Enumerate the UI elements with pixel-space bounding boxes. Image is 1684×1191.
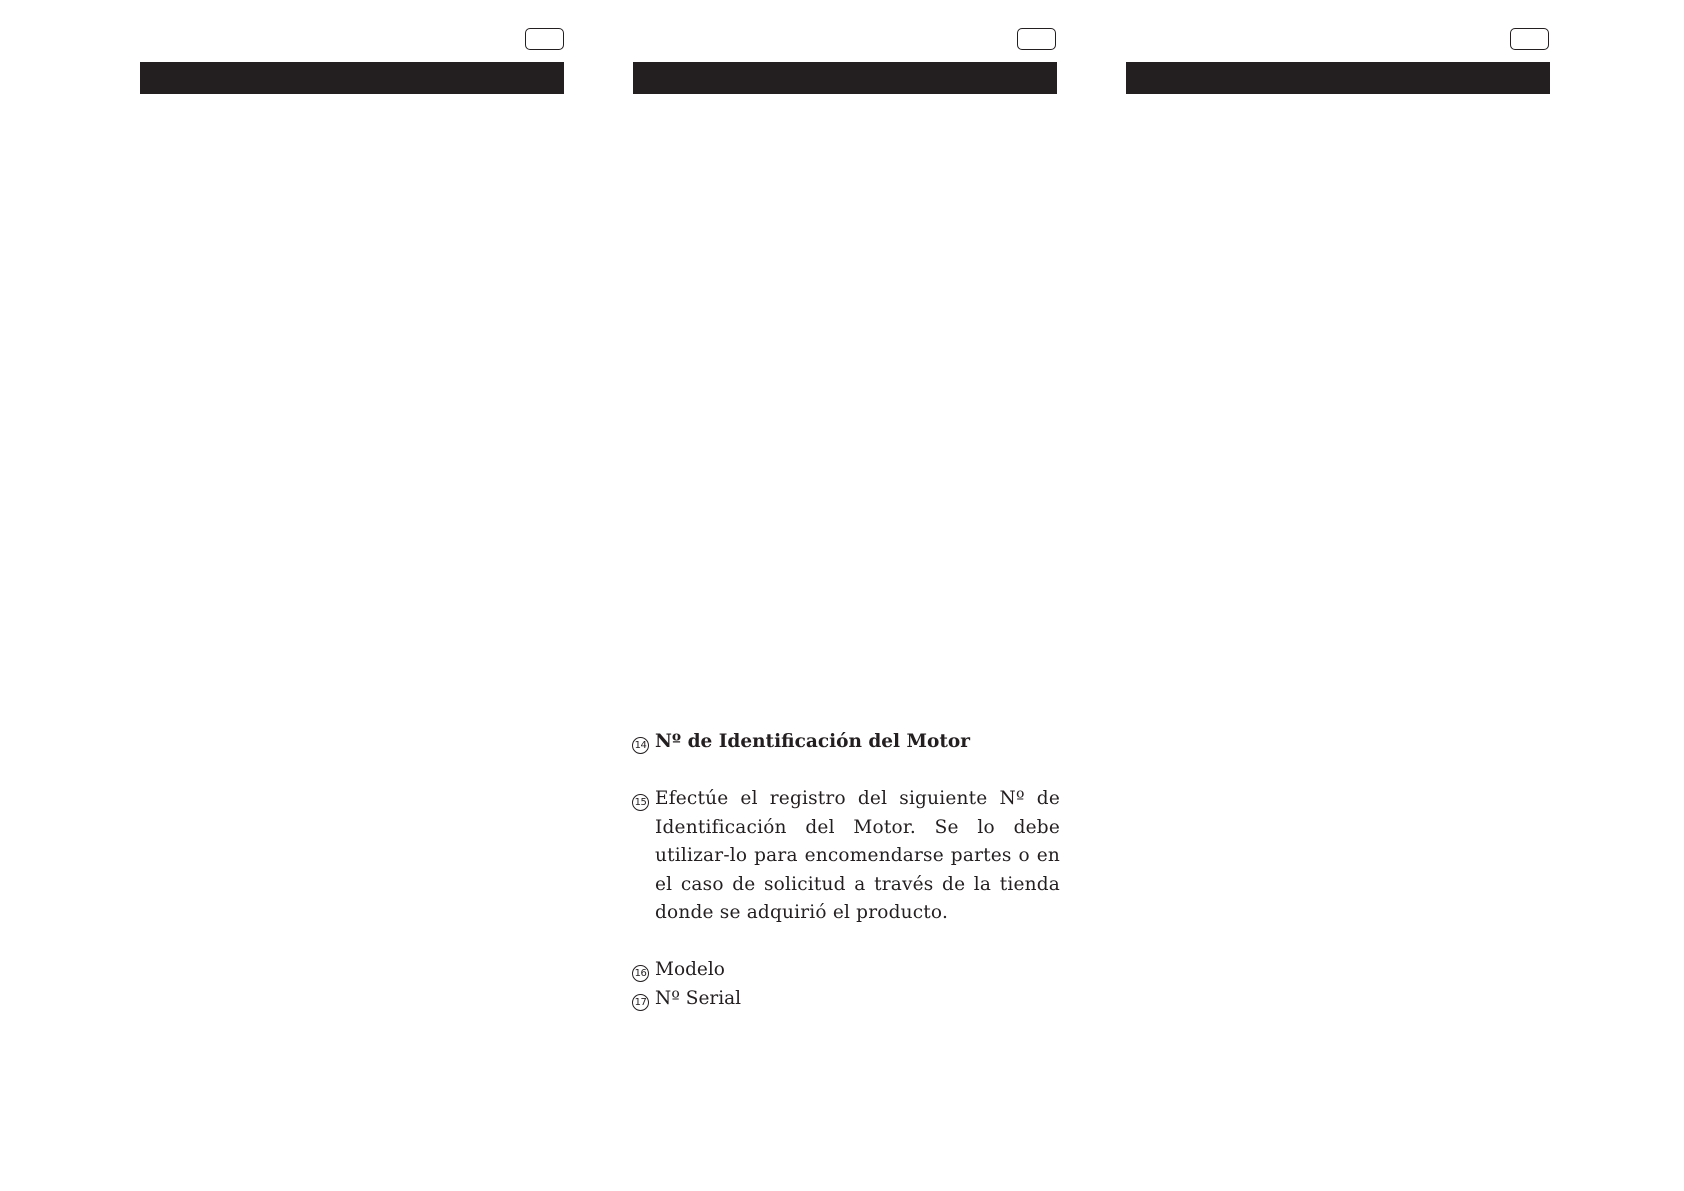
engine-id-section — [632, 728, 1060, 1013]
engine-id-heading: Nº de Identificación del Motor — [655, 731, 970, 752]
section-header-bar-left — [140, 62, 564, 94]
model-label: Modelo — [655, 959, 725, 980]
circled-number-14: 14 — [632, 729, 655, 758]
list-item-14 — [632, 728, 1060, 757]
page-number-box-middle — [1017, 28, 1056, 50]
list-item-16 — [632, 956, 1060, 985]
page-number-box-left — [525, 28, 564, 50]
section-header-bar-right — [1126, 62, 1550, 94]
list-item-17 — [632, 985, 1060, 1014]
section-header-bar-middle — [633, 62, 1057, 94]
page-number-box-right — [1510, 28, 1549, 50]
list-item-15 — [632, 785, 1060, 928]
serial-number-label: Nº Serial — [655, 987, 742, 1009]
circled-number-15: 15 — [632, 786, 655, 815]
engine-id-instructions: Efectúe el registro del siguiente Nº de Identificación del Motor. Se lo debe utilizar-lo para encomendarse partes o en el caso de solicitud a través de la tienda donde se adquirió el producto. — [655, 788, 1060, 923]
circled-number-16: 16 — [632, 957, 655, 986]
circled-number-17: 17 — [632, 986, 655, 1015]
